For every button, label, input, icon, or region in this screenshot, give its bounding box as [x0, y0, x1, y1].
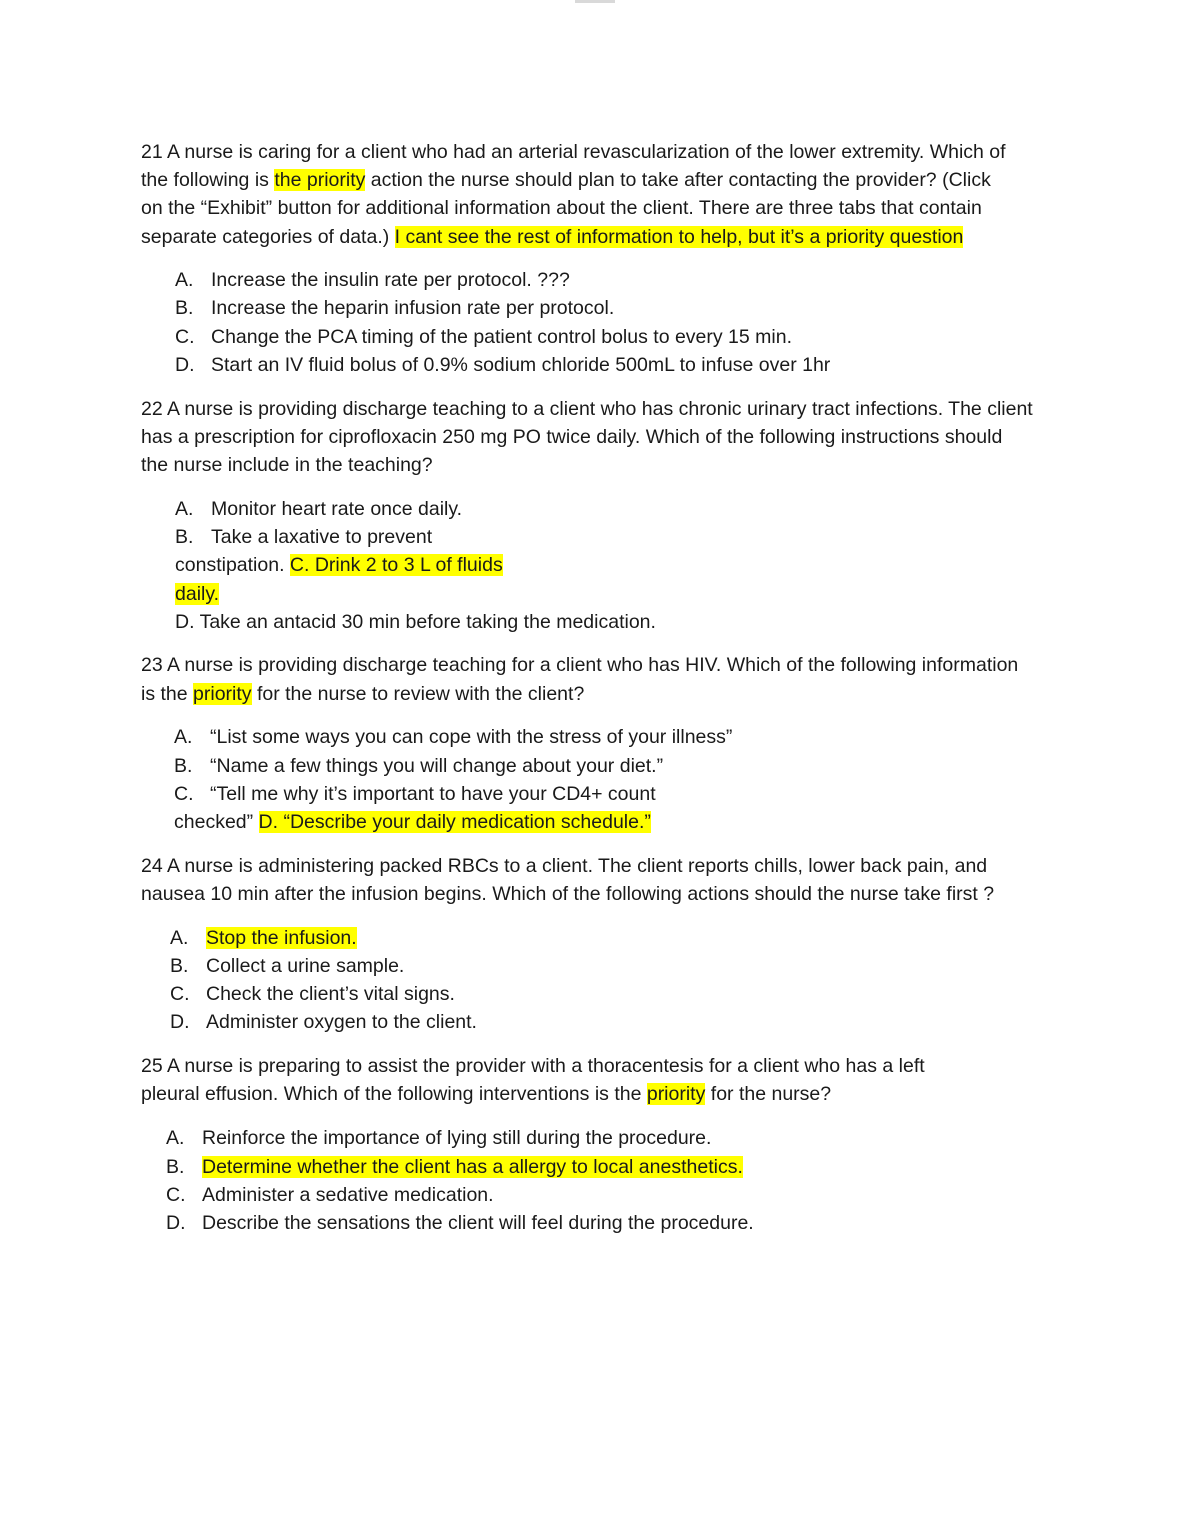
- q21-option-a: A. Increase the insulin rate per protocol. ???: [175, 269, 570, 291]
- q24-option-d: D. Administer oxygen to the client.: [170, 1011, 477, 1033]
- highlight: Stop the infusion.: [206, 927, 357, 949]
- q24-option-c: C. Check the client’s vital signs.: [170, 983, 455, 1005]
- q22-option-b-cont: constipation. C. Drink 2 to 3 L of fluids: [175, 554, 503, 576]
- q22-option-a: A. Monitor heart rate once daily.: [175, 498, 463, 520]
- q21-stem-line-4: separate categories of data.) I cant see the rest of information to help, but it’s a priority question: [141, 226, 964, 248]
- q21-option-c: C. Change the PCA timing of the patient control bolus to every 15 min.: [175, 326, 793, 348]
- q22-stem-line-2: has a prescription for ciprofloxacin 250 mg PO twice daily. Which of the following instructions should: [141, 426, 1003, 448]
- q23-stem-line-1: 23 A nurse is providing discharge teaching for a client who has HIV. Which of the following information: [141, 654, 1019, 676]
- q21-stem-line-3: on the “Exhibit” button for additional information about the client. There are three tabs that contain: [141, 197, 982, 219]
- q23-stem-line-2: is the priority for the nurse to review with the client?: [141, 683, 585, 705]
- q25-option-d: D. Describe the sensations the client will feel during the procedure.: [166, 1212, 754, 1234]
- q25-option-c: C. Administer a sedative medication.: [166, 1184, 494, 1206]
- q24-stem-line-1: 24 A nurse is administering packed RBCs to a client. The client reports chills, lower back pain, and: [141, 855, 988, 877]
- q23-option-c: C. “Tell me why it’s important to have your CD4+ count: [174, 783, 656, 805]
- q23-option-c-cont: checked” D. “Describe your daily medication schedule.”: [174, 811, 651, 833]
- highlight: Determine whether the client has a allergy to local anesthetics.: [202, 1156, 743, 1178]
- q21-stem-line-1: 21 A nurse is caring for a client who had an arterial revascularization of the lower extremity. Which of: [141, 141, 1006, 163]
- q23-option-a: A. “List some ways you can cope with the stress of your illness”: [174, 726, 733, 748]
- q23-option-d-highlight: D. “Describe your daily medication schedule.”: [258, 811, 651, 833]
- highlight: priority: [646, 1083, 706, 1105]
- q25-stem-line-1: 25 A nurse is preparing to assist the provider with a thoracentesis for a client who has a left: [141, 1055, 925, 1077]
- q22-option-c-highlight: C. Drink 2 to 3 L of fluids: [289, 554, 503, 576]
- highlight: daily.: [175, 583, 220, 605]
- q24-option-a: A. Stop the infusion.: [170, 927, 357, 949]
- q22-option-c-cont: [175, 580, 219, 608]
- q25-option-b: B. Determine whether the client has a allergy to local anesthetics.: [166, 1156, 743, 1178]
- highlight: the priority: [274, 169, 366, 191]
- highlight-note: I cant see the rest of information to help, but it’s a priority question: [394, 226, 964, 248]
- q23-option-b: B. “Name a few things you will change about your diet.”: [174, 755, 664, 777]
- q21-option-b: B. Increase the heparin infusion rate per protocol.: [175, 297, 615, 319]
- q24-stem-line-2: nausea 10 min after the infusion begins. Which of the following actions should the nurse take first ?: [141, 883, 995, 905]
- q25-stem-line-2: pleural effusion. Which of the following interventions is the priority for the nurse?: [141, 1083, 832, 1105]
- highlight: priority: [193, 683, 252, 705]
- q21-option-d: D. Start an IV fluid bolus of 0.9% sodium chloride 500mL to infuse over 1hr: [175, 354, 831, 376]
- q22-stem-line-1: 22 A nurse is providing discharge teaching to a client who has chronic urinary tract infections. The client: [141, 398, 1033, 420]
- q22-option-d: D. Take an antacid 30 min before taking the medication.: [175, 611, 656, 633]
- header-mark: [575, 0, 615, 3]
- q22-option-b: B. Take a laxative to prevent: [175, 526, 433, 548]
- q24-option-b: B. Collect a urine sample.: [170, 955, 405, 977]
- q21-stem-line-2: the following is the priority action the nurse should plan to take after contacting the provider? (Click: [141, 169, 991, 191]
- q25-option-a: A. Reinforce the importance of lying still during the procedure.: [166, 1127, 712, 1149]
- q22-stem-line-3: the nurse include in the teaching?: [141, 454, 433, 476]
